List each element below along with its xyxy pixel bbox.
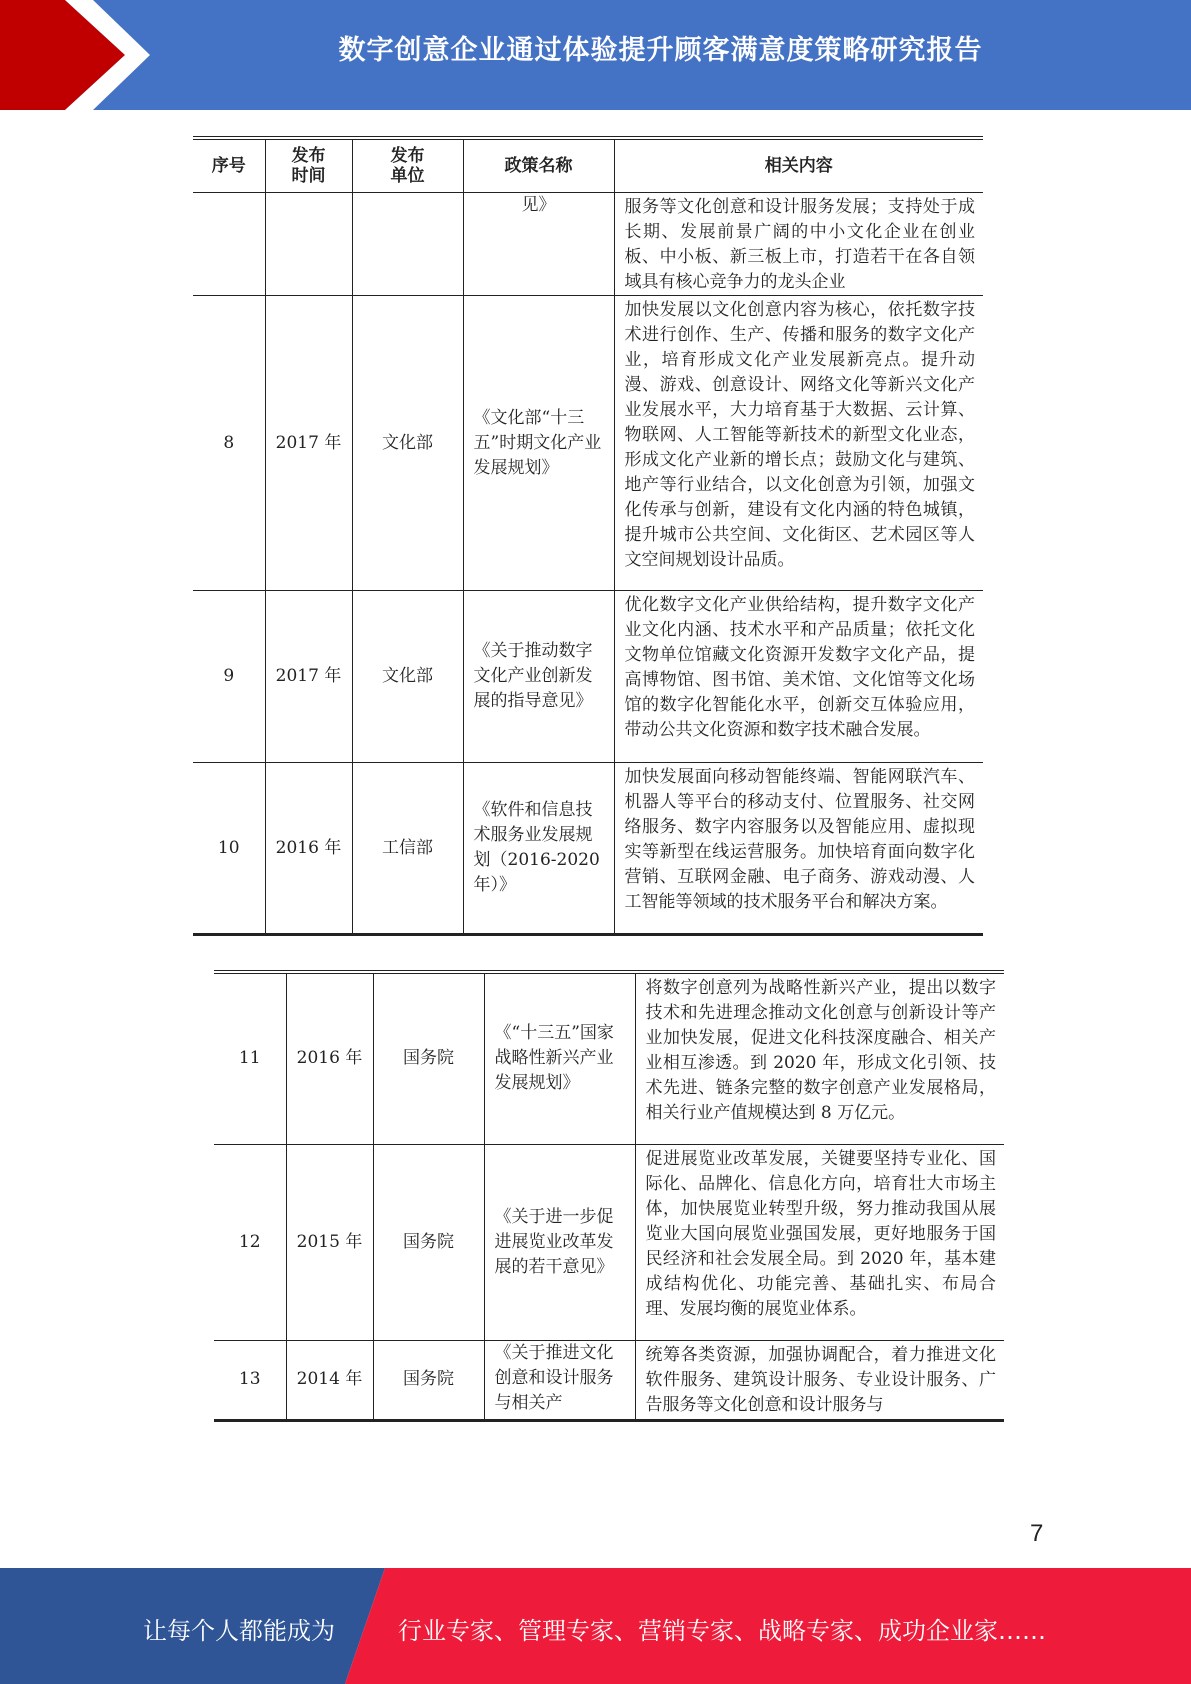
cell-content: 加快发展面向移动智能终端、智能网联汽车、机器人等平台的移动支付、位置服务、社交网络服务、数字内容服务以及智能应用、虚拟现实等新型在线运营服务。加快培育面向数字化营销、互联网金融、电子商务、游戏动漫、人工智能等领域的技术服务平台和解决方案。 [614,763,983,935]
cell-time: 2016 年 [265,763,352,935]
table-row [214,972,1004,1144]
cell-unit: 文化部 [352,296,463,591]
cell-content: 优化数字文化产业供给结构，提升数字文化产业文化内涵、技术水平和产品质量；依托文化文物单位馆藏文化资源开发数字文化产品，提高博物馆、图书馆、美术馆、文化馆等文化场馆的数字化智能化水平，创新交互体验应用，带动公共文化资源和数字技术融合发展。 [614,591,983,763]
policy-table-part-2 [214,970,1004,1422]
cell-content: 服务等文化创意和设计服务发展；支持处于成长期、发展前景广阔的中小文化企业在创业板、中小板、新三板上市，打造若干在各自领域具有核心竞争力的龙头企业 [614,193,983,296]
cell-time [265,193,352,296]
cell-time: 2014 年 [286,1340,373,1420]
cell-name: 见》 [463,193,614,296]
cell-unit: 国务院 [373,972,484,1144]
policy-table-part-1 [193,136,983,936]
footer-slogan-left: 让每个人都能成为 [143,1617,335,1645]
page-header [0,0,1191,110]
cell-num: 10 [193,763,265,935]
cell-name: 《关于推动数字文化产业创新发展的指导意见》 [463,591,614,763]
footer-slogan-right: 行业专家、管理专家、营销专家、战略专家、成功企业家…… [398,1617,1046,1645]
table-row [193,296,983,591]
cell-unit: 工信部 [352,763,463,935]
cell-num: 12 [214,1144,286,1340]
header-arrow-decoration [0,0,160,110]
cell-num [193,193,265,296]
table-row [193,591,983,763]
cell-name: 《关于推进文化创意和设计服务与相关产 [484,1340,635,1420]
header-unit: 发布单位 [352,138,463,193]
cell-time: 2017 年 [265,296,352,591]
cell-num: 11 [214,972,286,1144]
table-header-row [193,138,983,193]
cell-unit: 国务院 [373,1340,484,1420]
cell-content: 将数字创意列为战略性新兴产业，提出以数字技术和先进理念推动文化创意与创新设计等产业加快发展，促进文化科技深度融合、相关产业相互渗透。到 2020 年，形成文化引领、技术先进、链条完整的数字创意产业发展格局，相关行业产值规模达到 8 万亿元。 [635,972,1004,1144]
cell-content: 促进展览业改革发展，关键要坚持专业化、国际化、品牌化、信息化方向，培育壮大市场主体，加快展览业转型升级，努力推动我国从展览业大国向展览业强国发展，更好地服务于国民经济和社会发展全局。到 2020 年，基本建成结构优化、功能完善、基础扎实、布局合理、发展均衡的展览业体系。 [635,1144,1004,1340]
cell-content: 加快发展以文化创意内容为核心，依托数字技术进行创作、生产、传播和服务的数字文化产业，培育形成文化产业发展新亮点。提升动漫、游戏、创意设计、网络文化等新兴文化产业发展水平，大力培育基于大数据、云计算、物联网、人工智能等新技术的新型文化业态，形成文化产业新的增长点；鼓励文化与建筑、地产等行业结合，以文化创意为引领，加强文化传承与创新，建设有文化内涵的特色城镇，提升城市公共空间、文化街区、艺术园区等人文空间规划设计品质。 [614,296,983,591]
table-row [214,1340,1004,1420]
table-row [214,1144,1004,1340]
header-name: 政策名称 [463,138,614,193]
page-number: 7 [1030,1520,1044,1547]
cell-name: 《关于进一步促进展览业改革发展的若干意见》 [484,1144,635,1340]
table-row [193,763,983,935]
header-time: 发布时间 [265,138,352,193]
cell-time: 2015 年 [286,1144,373,1340]
header-num: 序号 [193,138,265,193]
cell-unit: 国务院 [373,1144,484,1340]
table-row-continuation [193,193,983,296]
cell-unit: 文化部 [352,591,463,763]
cell-unit [352,193,463,296]
page-footer [0,1568,1191,1684]
cell-name: 《文化部“十三五”时期文化产业发展规划》 [463,296,614,591]
cell-num: 8 [193,296,265,591]
cell-name: 《“十三五”国家战略性新兴产业发展规划》 [484,972,635,1144]
cell-time: 2017 年 [265,591,352,763]
cell-time: 2016 年 [286,972,373,1144]
cell-name: 《软件和信息技术服务业发展规划（2016-2020 年）》 [463,763,614,935]
cell-num: 13 [214,1340,286,1420]
report-title: 数字创意企业通过体验提升顾客满意度策略研究报告 [338,35,983,66]
header-content: 相关内容 [614,138,983,193]
cell-content: 统筹各类资源，加强协调配合，着力推进文化软件服务、建筑设计服务、专业设计服务、广告服务等文化创意和设计服务与 [635,1340,1004,1420]
cell-num: 9 [193,591,265,763]
